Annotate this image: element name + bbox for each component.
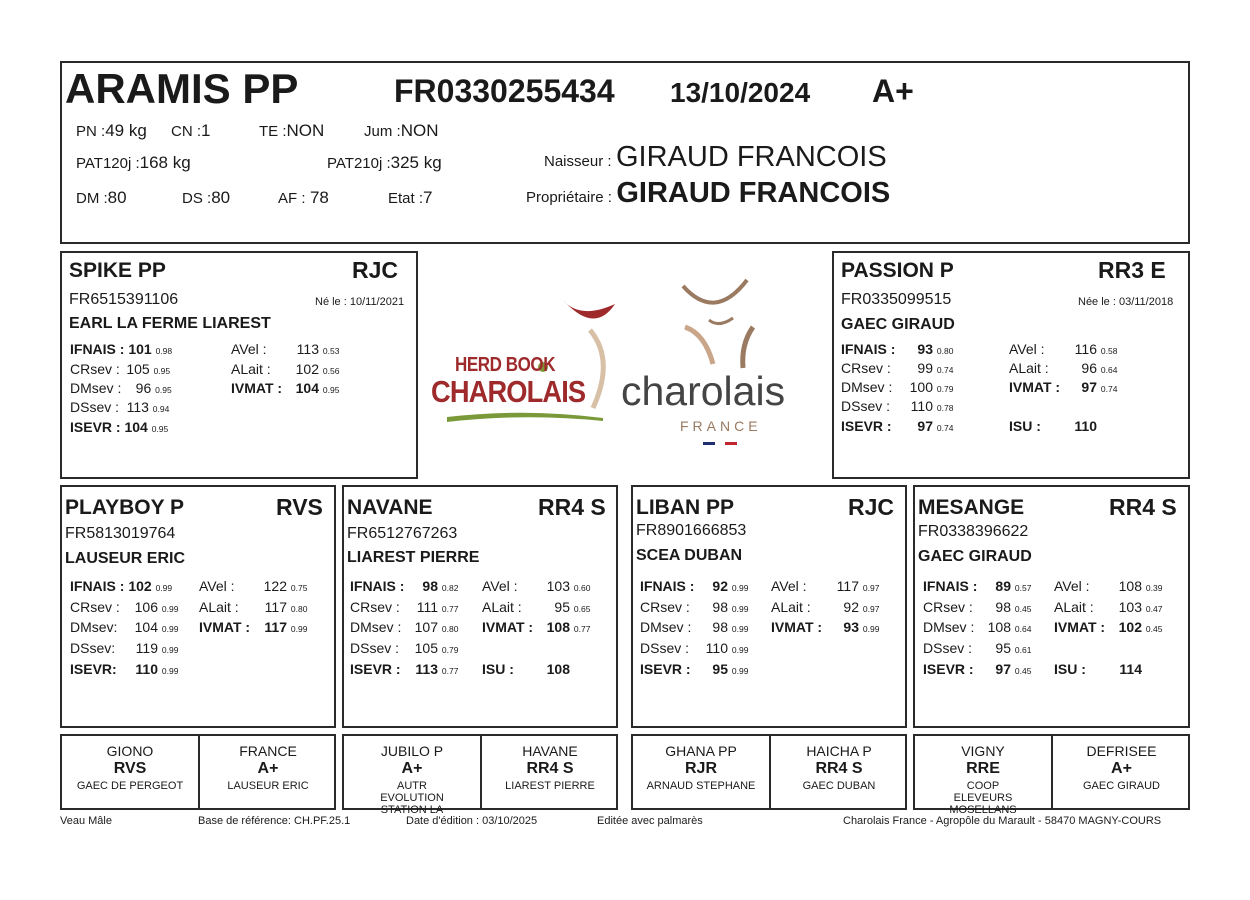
sire-ivmat: IVMAT : 104 0.95 — [231, 380, 340, 396]
ggp-owner: LIAREST PIERRE — [505, 780, 595, 792]
ggp-class: A+ — [1111, 760, 1132, 777]
pat210-field: PAT210j :325 kg — [327, 153, 442, 172]
gp-crsev: CRsev : 98 0.45 — [923, 599, 1032, 615]
ggp-owner: GAEC DE PERGEOT — [76, 780, 184, 792]
animal-name: ARAMIS PP — [65, 65, 299, 112]
gp-box-playboy — [60, 485, 336, 728]
dam-alait: ALait : 96 0.64 — [1009, 360, 1118, 376]
ggp-name: VIGNY — [961, 743, 1005, 759]
gp-avel: AVel : 108 0.39 — [1054, 578, 1163, 594]
sire-avel: AVel : 113 0.53 — [231, 341, 340, 357]
gp-owner: LIAREST PIERRE — [347, 549, 480, 566]
gp-ivmat: IVMAT : 108 0.77 — [482, 619, 591, 635]
ggp-name: JUBILO P — [380, 743, 444, 759]
footer-address: Charolais France - Agropôle du Marault - 58470 MAGNY-COURS — [843, 815, 1162, 827]
dam-box — [832, 251, 1190, 479]
gp-name: LIBAN PP — [636, 496, 735, 519]
gp-class: RJC — [848, 494, 895, 520]
ggp-cell-vigny — [915, 736, 1053, 816]
dam-avel: AVel : 116 0.58 — [1009, 341, 1118, 357]
logo-area — [425, 262, 825, 462]
gp-dssev: DSsev : 105 0.79 — [350, 640, 459, 656]
ggp-pair-1 — [60, 734, 336, 810]
ggp-class: RR4 S — [526, 760, 574, 777]
dam-owner: GAEC GIRAUD — [841, 316, 955, 333]
cow-head-icon — [675, 272, 785, 372]
te-field: TE :NON — [259, 121, 325, 140]
gp-avel: AVel : 117 0.97 — [771, 578, 880, 594]
gp-isevr: ISEVR : 113 0.77 — [350, 661, 459, 677]
ggp-class: A+ — [257, 760, 279, 777]
dam-crsev: CRsev : 99 0.74 — [841, 360, 954, 376]
gp-id: FR8901666853 — [636, 522, 747, 539]
cn-field: CN :1 — [171, 121, 211, 140]
ggp-class: A+ — [401, 760, 423, 777]
dam-dmsev: DMsev : 100 0.79 — [841, 379, 954, 395]
sire-name: SPIKE PP — [69, 259, 166, 282]
gp-class: RR4 S — [1109, 494, 1177, 520]
dam-dssev: DSsev : 110 0.78 — [841, 398, 954, 414]
cow-horns-shape — [683, 280, 747, 303]
gp-dssev: DSsev: 119 0.99 — [70, 640, 179, 656]
cow-brow-shape — [709, 318, 733, 324]
pn-field: PN :49 kg — [76, 121, 147, 140]
ggp-owner: GAEC GIRAUD — [1082, 780, 1160, 792]
ggp-name: GHANA PP — [665, 743, 737, 759]
gp-box-navane — [342, 485, 618, 728]
dam-class: RR3 E — [1098, 257, 1166, 283]
dam-name: PASSION P — [841, 259, 954, 282]
gp-class: RVS — [276, 494, 323, 520]
naisseur-field: Naisseur : GIRAUD FRANCOIS — [544, 141, 887, 173]
ggp-owner: LAUSEUR ERIC — [227, 780, 309, 792]
sire-born: Né le : 10/11/2021 — [315, 296, 405, 308]
animal-date: 13/10/2024 — [670, 77, 811, 108]
animal-id: FR0330255434 — [394, 73, 615, 109]
animal-grade: A+ — [872, 73, 914, 109]
ggp-cell-ghana — [633, 736, 771, 808]
herd-underline — [447, 413, 603, 422]
gp-dssev: DSsev : 110 0.99 — [640, 640, 749, 656]
sire-ifnais: IFNAIS : 101 0.98 — [70, 341, 173, 357]
ggp-owner: COOP ELEVEURS MOSELLANS — [949, 780, 1017, 816]
charolais-herd-text: CHAROLAIS — [431, 374, 586, 409]
dam-id: FR0335099515 — [841, 291, 952, 308]
gp-avel: AVel : 103 0.60 — [482, 578, 591, 594]
ggp-cell-havane — [482, 736, 618, 808]
dam-isevr: ISEVR : 97 0.74 — [841, 418, 954, 434]
charolais-text: charolais — [621, 368, 786, 414]
gp-isu: ISU : 114 — [1054, 661, 1142, 677]
gp-alait: ALait : 117 0.80 — [199, 599, 308, 615]
gp-dmsev: DMsev : 107 0.80 — [350, 619, 459, 635]
footer-sex: Veau Mâle — [60, 815, 112, 827]
cow-right-cheek-shape — [743, 327, 753, 368]
gp-isu: ISU : 108 — [482, 661, 570, 677]
sire-dssev: DSsev : 113 0.94 — [70, 399, 170, 415]
ggp-class: RJR — [684, 760, 717, 777]
gp-id: FR6512767263 — [347, 525, 458, 542]
footer-base: Base de référence: CH.PF.25.1 — [198, 815, 351, 827]
gp-ifnais: IFNAIS : 102 0.99 — [70, 578, 173, 594]
gp-name: PLAYBOY P — [65, 496, 185, 519]
proprietaire-field: Propriétaire : GIRAUD FRANCOIS — [526, 177, 891, 209]
gp-owner: LAUSEUR ERIC — [65, 550, 186, 567]
gp-isevr: ISEVR : 95 0.99 — [640, 661, 749, 677]
ggp-pair-2 — [342, 734, 618, 816]
gp-ivmat: IVMAT : 102 0.45 — [1054, 619, 1163, 635]
gp-dmsev: DMsev: 104 0.99 — [70, 619, 179, 635]
ggp-cell-haicha — [771, 736, 907, 808]
gp-id: FR5813019764 — [65, 525, 176, 542]
dam-isu: ISU : 110 — [1009, 418, 1097, 434]
gp-owner: SCEA DUBAN — [636, 547, 743, 564]
gp-dssev: DSsev : 95 0.61 — [923, 640, 1032, 656]
gp-alait: ALait : 92 0.97 — [771, 599, 880, 615]
herd-horn-shape — [563, 300, 615, 319]
flag-red — [725, 442, 737, 445]
sire-crsev: CRsev : 105 0.95 — [70, 361, 171, 377]
sire-box — [60, 251, 418, 479]
gp-ifnais: IFNAIS : 89 0.57 — [923, 578, 1032, 594]
gp-ifnais: IFNAIS : 98 0.82 — [350, 578, 459, 594]
gp-name: NAVANE — [347, 496, 433, 519]
sire-dmsev: DMsev : 96 0.95 — [70, 380, 172, 396]
gp-ifnais: IFNAIS : 92 0.99 — [640, 578, 749, 594]
dm-field: DM :80 — [76, 188, 127, 207]
gp-crsev: CRsev : 98 0.99 — [640, 599, 749, 615]
gp-ivmat: IVMAT : 117 0.99 — [199, 619, 308, 635]
sire-id: FR6515391106 — [69, 291, 179, 308]
gp-box-liban — [631, 485, 907, 728]
gp-isevr: ISEVR : 97 0.45 — [923, 661, 1032, 677]
ggp-class: RRE — [966, 760, 1000, 777]
herd-face-shape — [590, 330, 603, 408]
footer-edition: Date d'édition : 03/10/2025 — [406, 815, 538, 827]
ggp-owner: ARNAUD STEPHANE — [646, 780, 756, 792]
ggp-class: RR4 S — [815, 760, 863, 777]
ggp-pair-4 — [913, 734, 1190, 816]
gp-dmsev: DMsev : 108 0.64 — [923, 619, 1032, 635]
gp-crsev: CRsev : 106 0.99 — [70, 599, 179, 615]
dam-ifnais: IFNAIS : 93 0.80 — [841, 341, 954, 357]
ggp-cell-giono — [62, 736, 200, 808]
ggp-cell-defrisee — [1053, 736, 1190, 808]
ggp-cell-jubilo — [344, 736, 482, 816]
sire-alait: ALait : 102 0.56 — [231, 361, 340, 377]
pat120-field: PAT120j :168 kg — [76, 153, 191, 172]
ggp-cell-france — [200, 736, 336, 808]
dam-born: Née le : 03/11/2018 — [1078, 296, 1174, 308]
ggp-pair-3 — [631, 734, 907, 810]
ggp-name: HAVANE — [522, 743, 578, 759]
footer-palmares: Editée avec palmarès — [597, 815, 703, 827]
ggp-name: GIONO — [106, 743, 154, 759]
gp-box-mesange — [913, 485, 1190, 728]
gp-name: MESANGE — [918, 496, 1025, 519]
sire-owner: EARL LA FERME LIAREST — [69, 315, 271, 332]
af-field: AF : 78 — [278, 188, 329, 207]
ggp-owner: AUTR EVOLUTION STATION LA — [380, 780, 444, 816]
flag-blue — [703, 442, 715, 445]
animal-header — [60, 61, 1190, 244]
ggp-owner: GAEC DUBAN — [802, 780, 876, 792]
france-text: FRANCE — [680, 418, 762, 434]
dam-ivmat: IVMAT : 97 0.74 — [1009, 379, 1118, 395]
herd-book-text: HERD BOOK — [455, 354, 556, 376]
cow-left-cheek-shape — [685, 327, 713, 364]
sire-class: RJC — [352, 257, 399, 283]
ggp-name: DEFRISEE — [1086, 743, 1157, 759]
gp-ivmat: IVMAT : 93 0.99 — [771, 619, 880, 635]
jum-field: Jum :NON — [364, 121, 439, 140]
gp-class: RR4 S — [538, 494, 606, 520]
gp-avel: AVel : 122 0.75 — [199, 578, 308, 594]
gp-id: FR0338396622 — [918, 523, 1029, 540]
ggp-name: HAICHA P — [806, 743, 872, 759]
sire-isevr: ISEVR : 104 0.95 — [70, 419, 169, 435]
gp-alait: ALait : 95 0.65 — [482, 599, 591, 615]
gp-isevr: ISEVR: 110 0.99 — [70, 661, 179, 677]
etat-field: Etat :7 — [388, 188, 433, 207]
ggp-class: RVS — [113, 760, 147, 777]
gp-crsev: CRsev : 111 0.77 — [350, 599, 459, 615]
ds-field: DS :80 — [182, 188, 231, 207]
ggp-name: FRANCE — [239, 743, 297, 759]
gp-alait: ALait : 103 0.47 — [1054, 599, 1163, 615]
gp-dmsev: DMsev : 98 0.99 — [640, 619, 749, 635]
gp-owner: GAEC GIRAUD — [918, 548, 1032, 565]
